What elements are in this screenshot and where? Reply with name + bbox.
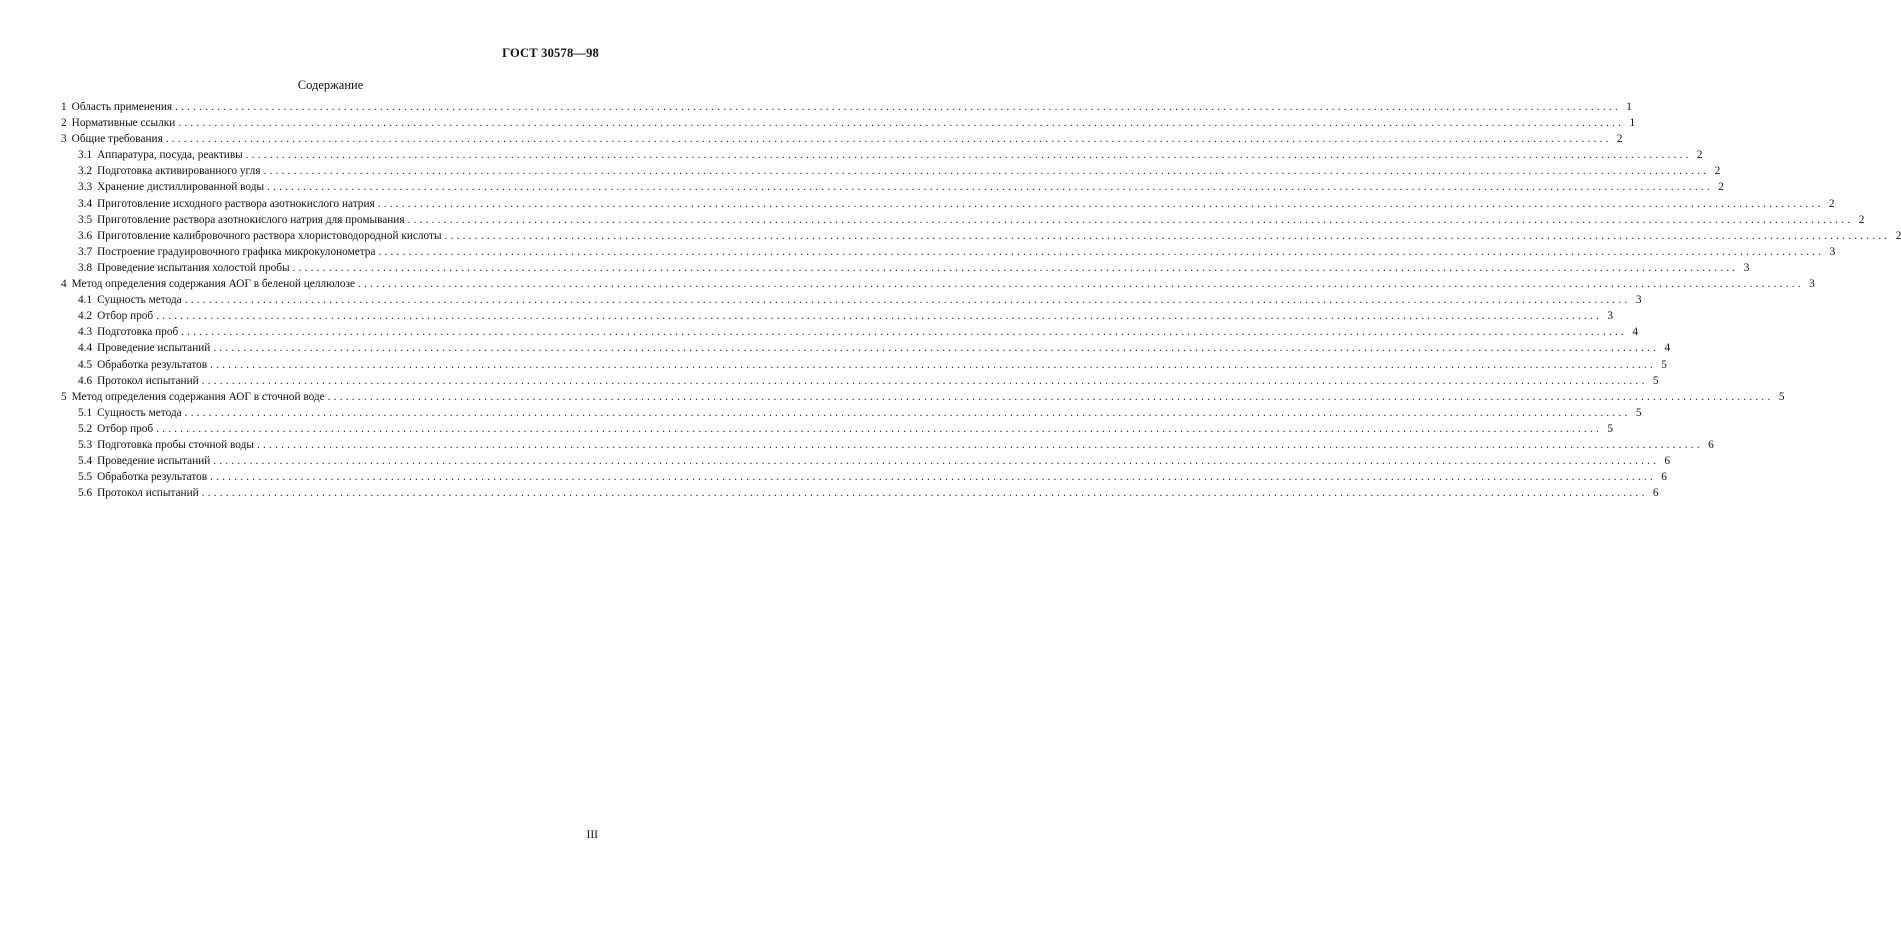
dot-leader: [210, 357, 1656, 373]
dot-leader: [263, 163, 1709, 179]
toc-entry-title: Сущность метода: [97, 406, 182, 419]
toc-entry-5-3[interactable]: [61, 437, 1714, 453]
toc-entry-title: Приготовление калибровочного раствора хлористоводородной кислоты: [97, 229, 442, 242]
toc-entry-4-2[interactable]: [61, 308, 1613, 324]
dot-leader: [202, 373, 1648, 389]
toc-entry-number: 3.8: [78, 261, 93, 274]
toc-entry-number: 3.5: [78, 213, 93, 226]
toc-entry-number: 1: [61, 101, 67, 113]
toc-entry-title: Построение градуировочного графика микрокулонометра: [97, 245, 376, 258]
toc-entry-page: 6: [1664, 455, 1671, 468]
dot-leader: [156, 308, 1602, 324]
toc-entry-page: 6: [1652, 487, 1659, 500]
toc-entry-title: Приготовление исходного раствора азотнокислого натрия: [97, 197, 375, 210]
dot-leader: [328, 389, 1774, 405]
toc-entry-page: 2: [1696, 149, 1703, 162]
toc-entry-3-5[interactable]: [61, 212, 1865, 228]
toc-entry-title: Протокол испытаний: [97, 374, 199, 387]
dot-leader: [202, 485, 1648, 501]
toc-entry-number: 3.3: [78, 181, 93, 194]
toc-entry-4-3[interactable]: [61, 324, 1639, 340]
toc-entry-page: 5: [1635, 406, 1642, 419]
toc-entry-title: Подготовка проб: [97, 326, 179, 339]
toc-entry-number: 4.6: [78, 374, 93, 387]
toc-entry-4-5[interactable]: [61, 357, 1667, 373]
toc-entry-number: 5.1: [78, 406, 93, 419]
toc-entry-page: 3: [1743, 261, 1750, 274]
document-code: ГОСТ 30578—98: [502, 46, 599, 60]
dot-leader: [445, 228, 1891, 244]
toc-entry-3-6[interactable]: [61, 228, 1901, 244]
page-number: III: [586, 829, 598, 841]
toc-entry-page: 6: [1708, 438, 1714, 451]
toc-entry-4-1[interactable]: [61, 292, 1642, 308]
dot-leader: [178, 115, 1624, 131]
dot-leader: [293, 260, 1739, 276]
toc-entry-number: 5.5: [78, 471, 93, 484]
toc-entry-title: Проведение испытаний: [97, 455, 211, 468]
toc-entry-number: 5: [61, 390, 67, 403]
toc-entry-page: 3: [1607, 310, 1613, 323]
dot-leader: [358, 276, 1804, 292]
toc-entry-3-1[interactable]: [61, 147, 1703, 163]
toc-entry-page: 3: [1809, 278, 1815, 291]
toc-entry-page: 3: [1829, 245, 1836, 258]
toc-entry-3-2[interactable]: [61, 163, 1721, 179]
dot-leader: [213, 453, 1659, 469]
toc-entry-number: 3: [61, 133, 67, 146]
toc-entry-number: 3.4: [78, 197, 93, 210]
toc-entry-title: Отбор проб: [97, 422, 154, 435]
dot-leader: [156, 421, 1602, 437]
toc-entry-number: 5.6: [78, 487, 93, 500]
dot-leader: [246, 147, 1692, 163]
dot-leader: [210, 469, 1656, 485]
dot-leader: [181, 324, 1627, 340]
toc-entry-page: 5: [1607, 422, 1613, 435]
toc-entry-title: Отбор проб: [97, 310, 154, 323]
toc-entry-page: 1: [1629, 117, 1636, 130]
dot-leader: [267, 179, 1713, 195]
toc-entry-page: 2: [1714, 165, 1721, 178]
toc-entry-page: 4: [1632, 326, 1639, 339]
toc-entry-number: 5.4: [78, 455, 93, 468]
toc-entry-title: Подготовка активированного угля: [97, 165, 261, 178]
toc-entry-title: Общие требования: [71, 133, 163, 146]
dot-leader: [257, 437, 1703, 453]
toc-entry-title: Обработка результатов: [97, 471, 208, 484]
toc-entry-page: 2: [1858, 213, 1865, 226]
toc-entry-title: Нормативные ссылки: [71, 117, 176, 130]
toc-entry-title: Метод определения содержания АОГ в сточной воде: [71, 390, 325, 403]
toc-entry-5-4[interactable]: [61, 453, 1671, 469]
dot-leader: [185, 405, 1631, 421]
toc-entry-number: 4.5: [78, 358, 93, 371]
toc-title: Содержание: [297, 78, 364, 92]
toc-entry-number: 4: [61, 278, 67, 291]
toc-entry-title: Приготовление раствора азотнокислого натрия для промывания: [97, 213, 405, 226]
toc-entry-1[interactable]: [61, 99, 1632, 115]
toc-entry-title: Область применения: [71, 101, 173, 113]
dot-leader: [408, 212, 1854, 228]
toc-entry-page: 1: [1626, 101, 1632, 113]
toc-entry-4-4[interactable]: [61, 340, 1671, 356]
toc-entry-page: 5: [1661, 358, 1667, 371]
toc-entry-number: 4.1: [78, 294, 93, 307]
toc-entry-number: 3.7: [78, 245, 93, 258]
toc-entry-title: Метод определения содержания АОГ в беленой целлюлозе: [71, 278, 356, 291]
toc-entry-3[interactable]: [61, 131, 1623, 147]
toc-entry-title: Обработка результатов: [97, 358, 208, 371]
toc-entry-number: 4.2: [78, 310, 93, 323]
toc-entry-5-1[interactable]: [61, 405, 1642, 421]
toc-entry-page: 6: [1661, 471, 1667, 484]
toc-entry-number: 5.3: [78, 438, 93, 451]
table-of-contents: [61, 99, 1901, 501]
dot-leader: [213, 340, 1659, 356]
toc-entry-5-6[interactable]: [61, 485, 1659, 501]
toc-entry-title: Аппаратура, посуда, реактивы: [97, 149, 243, 162]
toc-entry-page: 2: [1895, 229, 1901, 242]
toc-entry-4-6[interactable]: [61, 373, 1659, 389]
toc-entry-number: 4.4: [78, 342, 93, 355]
toc-entry-3-4[interactable]: [61, 196, 1835, 212]
toc-entry-title: Протокол испытаний: [97, 487, 199, 500]
toc-entry-number: 2: [61, 117, 67, 130]
toc-entry-5-5[interactable]: [61, 469, 1667, 485]
toc-entry-2[interactable]: [61, 115, 1636, 131]
toc-entry-page: 2: [1828, 197, 1835, 210]
dot-leader: [185, 292, 1631, 308]
toc-entry-title: Проведение испытаний: [97, 342, 211, 355]
toc-entry-5-2[interactable]: [61, 421, 1613, 437]
toc-entry-5[interactable]: [61, 389, 1785, 405]
toc-entry-page: 4: [1664, 342, 1671, 355]
toc-entry-page: 2: [1616, 133, 1623, 146]
toc-entry-page: 2: [1718, 181, 1724, 194]
dot-leader: [378, 196, 1824, 212]
toc-entry-title: Подготовка пробы сточной воды: [97, 438, 254, 451]
toc-entry-number: 4.3: [78, 326, 93, 339]
toc-entry-page: 5: [1778, 390, 1785, 403]
toc-entry-3-8[interactable]: [61, 260, 1750, 276]
toc-entry-title: Хранение дистиллированной воды: [97, 181, 265, 194]
toc-entry-3-3[interactable]: [61, 179, 1724, 195]
dot-leader: [175, 99, 1621, 115]
toc-entry-page: 5: [1652, 374, 1659, 387]
toc-entry-number: 3.1: [78, 149, 93, 162]
toc-entry-4[interactable]: [61, 276, 1815, 292]
dot-leader: [378, 244, 1824, 260]
toc-entry-number: 5.2: [78, 422, 93, 435]
toc-entry-number: 3.2: [78, 165, 93, 178]
toc-entry-number: 3.6: [78, 229, 93, 242]
toc-entry-page: 3: [1635, 294, 1642, 307]
toc-entry-3-7[interactable]: [61, 244, 1836, 260]
toc-entry-title: Проведение испытания холостой пробы: [97, 261, 290, 274]
dot-leader: [166, 131, 1612, 147]
toc-entry-title: Сущность метода: [97, 294, 182, 307]
